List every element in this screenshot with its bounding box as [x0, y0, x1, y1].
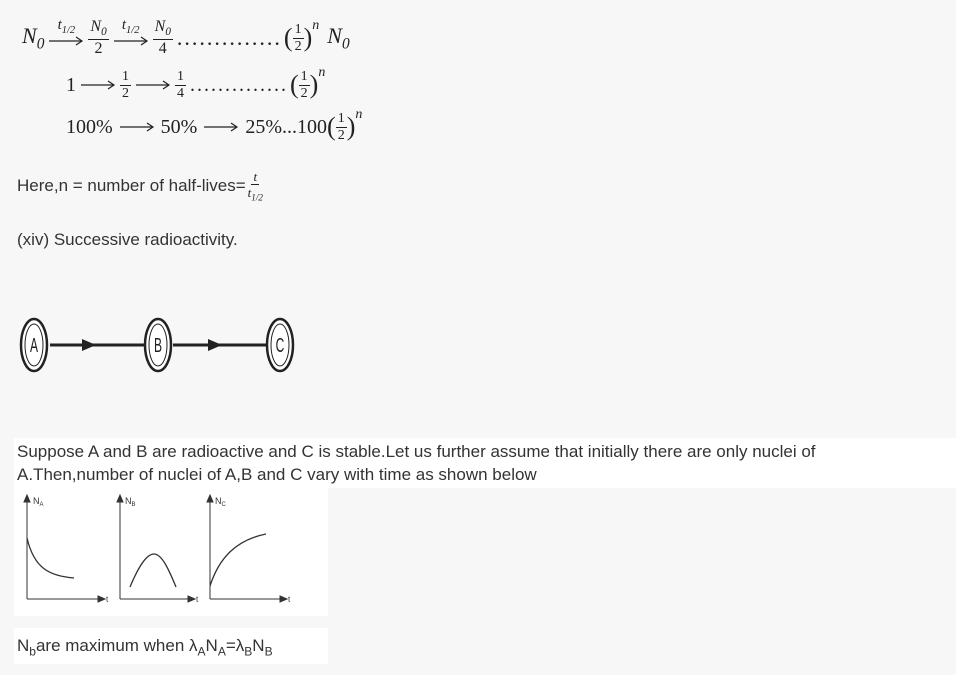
- one: 1: [66, 73, 76, 96]
- decay-row-3: [66, 106, 362, 148]
- arrow: [135, 80, 171, 90]
- half-power-n: ( $\frac{1}{2}$ ) n: [283, 18, 320, 54]
- successive-decay-diagram: [18, 300, 298, 390]
- graph-nb-y-label: $N_B$: [125, 496, 136, 508]
- half-lives-definition: [17, 166, 263, 206]
- arrow: [80, 80, 116, 90]
- percent-100: 100%: [66, 115, 113, 138]
- arrow: [203, 122, 239, 132]
- half-power-n: ( $\frac{1}{2}$ ) n: [290, 65, 326, 101]
- graph-na-x-label: t: [106, 595, 109, 604]
- ellipsis: ..............: [176, 25, 282, 50]
- paragraph-line-2: A.Then,number of nuclei of A,B and C vary with time as shown below: [17, 465, 537, 484]
- graph-nb: [117, 495, 195, 602]
- conclusion: $N_bare$ maximum when $\lambda_AN_A=\lambda_BN_B$: [17, 636, 273, 659]
- graph-nb-x-label: t: [196, 595, 199, 604]
- graph-na-y-label: $N_A$: [33, 496, 44, 508]
- arrow-half-life-1: $t_{1/2}$: [48, 18, 84, 47]
- percent-25-expression: 25%...100: [245, 115, 328, 138]
- fraction-t-over-half-life: $\frac{t}{t_{1/2}}$: [247, 168, 263, 203]
- graphs: [14, 488, 328, 616]
- graph-nc: [207, 495, 287, 602]
- n0-tail: $N_0$: [327, 22, 350, 53]
- half-power-n: ( $\frac{1}{2}$ ) n: [327, 107, 363, 143]
- decay-row-2: [66, 64, 325, 106]
- graph-na: [24, 495, 105, 602]
- section-heading: (xiv) Successive radioactivity.: [17, 230, 238, 249]
- ellipsis: ..............: [190, 73, 288, 96]
- arrow-half-life-2: $t_{1/2}$: [113, 18, 149, 47]
- node-b-label: B: [153, 335, 163, 357]
- arrow: [119, 122, 155, 132]
- node-c-label: C: [275, 335, 285, 357]
- definition-text: Here,n = number of half-lives=: [17, 176, 246, 195]
- graph-nc-x-label: t: [288, 595, 291, 604]
- fraction-half: $\frac{1}{2}$: [122, 68, 129, 101]
- graph-nc-y-label: $N_C$: [215, 496, 226, 508]
- decay-row-1: [22, 14, 350, 62]
- fraction-n0-over-4: $\frac{N_0}{4}$: [154, 17, 171, 58]
- fraction-quarter: $\frac{1}{4}$: [177, 68, 184, 101]
- fraction-n0-over-2: $\frac{N_0}{2}$: [90, 17, 107, 58]
- percent-50: 50%: [160, 115, 198, 138]
- paragraph-line-1: Suppose A and B are radioactive and C is stable.Let us further assume that initially there are only nuclei of: [17, 442, 816, 461]
- node-a-label: A: [29, 335, 39, 357]
- n0-symbol: $N_0$: [22, 22, 45, 53]
